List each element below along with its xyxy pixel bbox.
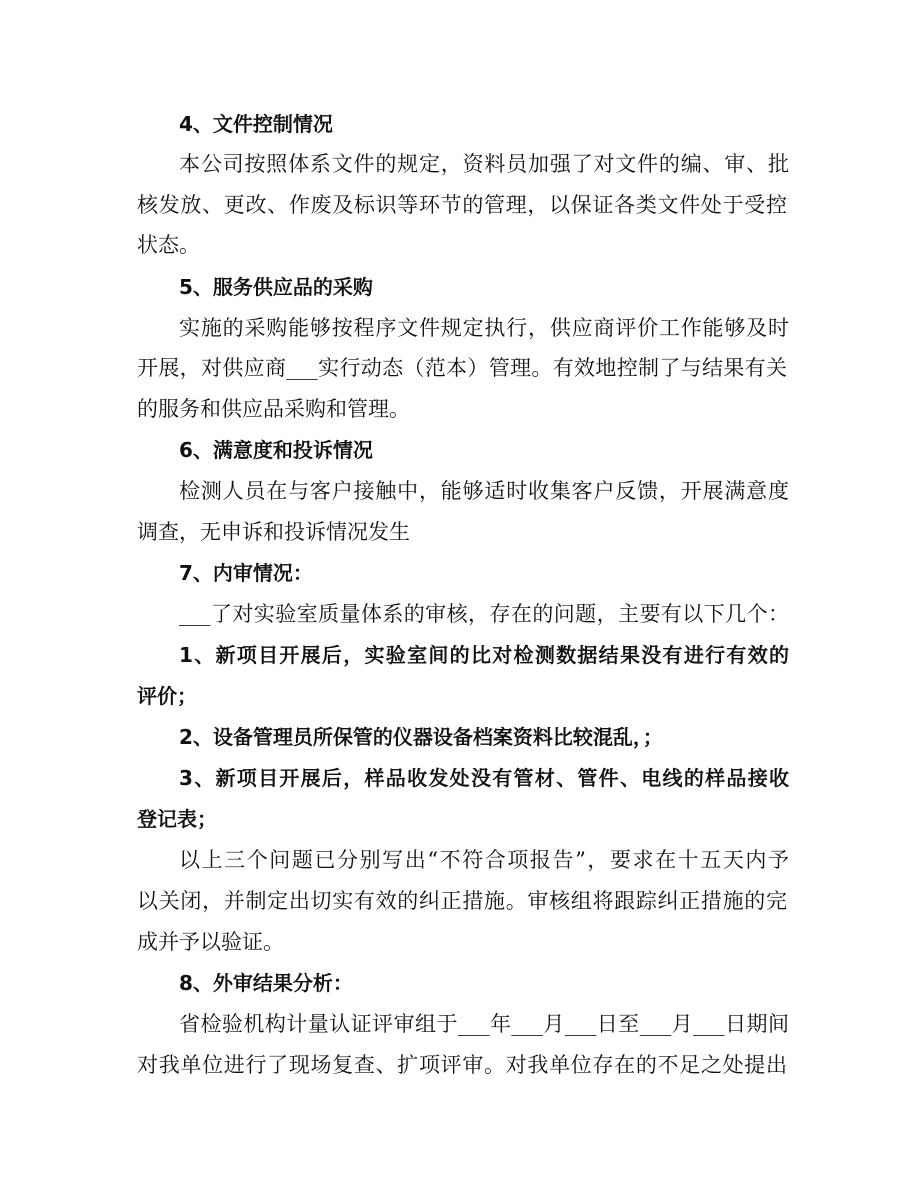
paragraph-line: 核发放、更改、作废及标识等环节的管理，以保证各类文件处于受控: [137, 193, 787, 217]
paragraph-line: 本公司按照体系文件的规定，资料员加强了对文件的编、审、批: [179, 152, 789, 176]
paragraph-line: 实施的采购能够按程序文件规定执行，供应商评价工作能够及时: [179, 316, 789, 340]
paragraph-line: ___了对实验室质量体系的审核，存在的问题，主要有以下几个：: [179, 602, 789, 626]
paragraph-line: 的服务和供应品采购和管理。: [137, 397, 410, 421]
paragraph-line: 调查，无申诉和投诉情况发生: [137, 520, 410, 544]
paragraph-line: 开展，对供应商___实行动态（范本）管理。有效地控制了与结果有关: [137, 356, 787, 380]
section-heading-4: 4、文件控制情况: [179, 112, 333, 136]
paragraph-line: 以关闭，并制定出切实有效的纠正措施。审核组将跟踪纠正措施的完: [137, 889, 787, 913]
paragraph-line: 省检验机构计量认证评审组于___年___月___日至___月___日期间: [179, 1012, 789, 1036]
section-heading-5: 5、服务供应品的采购: [179, 275, 373, 299]
finding-item-3-continued: 登记表；: [137, 807, 217, 831]
finding-item-1-continued: 评价；: [137, 684, 197, 708]
paragraph-line: 以上三个问题已分别写出“不符合项报告”，要求在十五天内予: [179, 848, 789, 872]
paragraph-line: 对我单位进行了现场复查、扩项评审。对我单位存在的不足之处提出: [137, 1053, 787, 1077]
finding-item-3: 3、新项目开展后，样品收发处没有管材、管件、电线的样品接收: [179, 766, 789, 790]
paragraph-line: 成并予以验证。: [137, 930, 284, 954]
section-heading-8: 8、外审结果分析：: [179, 971, 353, 995]
paragraph-line: 状态。: [137, 233, 200, 257]
section-heading-6: 6、满意度和投诉情况: [179, 438, 373, 462]
finding-item-2: 2、设备管理员所保管的仪器设备档案资料比较混乱，；: [179, 725, 663, 749]
paragraph-line: 检测人员在与客户接触中，能够适时收集客户反馈，开展满意度: [179, 479, 789, 503]
finding-item-1: 1、新项目开展后，实验室间的比对检测数据结果没有进行有效的: [179, 643, 789, 667]
section-heading-7: 7、内审情况：: [179, 561, 313, 585]
